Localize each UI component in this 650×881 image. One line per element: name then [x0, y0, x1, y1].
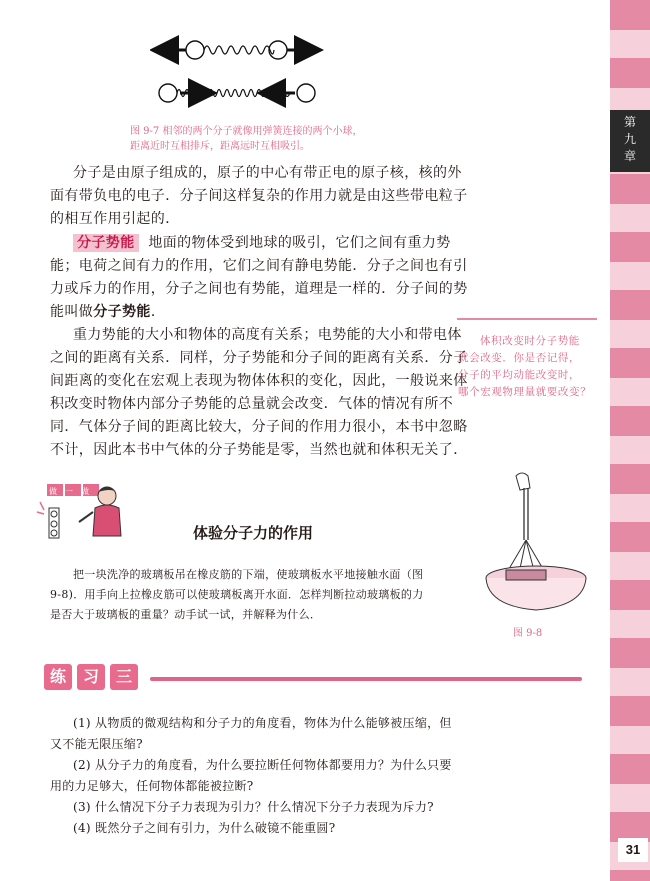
body-text: 重力势能的大小和物体的高度有关系；电势能的大小和带电体 [73, 327, 462, 343]
term-bold: 分子势能 [93, 304, 151, 320]
exercise-question: 又不能无限压缩? [50, 737, 143, 751]
experiment-text: 9-8)．用手向上拉橡皮筋可以使玻璃板离开水面．怎样判断拉动玻璃板的力 [50, 588, 424, 601]
spring [204, 46, 274, 54]
side-note-line: 分子的平均动能改变时， [458, 369, 581, 381]
experiment-title: 体验分子力的作用 [193, 524, 314, 542]
hand-icon [516, 473, 530, 490]
molecule-ball [269, 41, 287, 59]
body-text: 间距离的变化在宏观上表现为物体体积的变化，因此，一般说来体 [50, 373, 468, 389]
exercise-title-char: 习 [77, 664, 105, 690]
body-text: 能；电荷之间有力的作用，它们之间有静电势能．分子之间也有引 [50, 258, 468, 274]
molecule-ball [297, 84, 315, 102]
experiment-badge-text: 做一做 [49, 487, 97, 496]
chapter-tab-char: 九 [623, 132, 636, 146]
glass-plate [506, 570, 546, 580]
body-text-span: ． [150, 304, 166, 320]
molecule-ball [159, 84, 177, 102]
body-text: 面有带负电的电子．分子间这样复杂的作用力就是由这些带电粒子 [50, 188, 468, 204]
experiment-text: 把一块洗净的玻璃板吊在橡皮筋的下端，使玻璃板水平地接触水面（图 [73, 568, 424, 581]
figure-9-7-springs [150, 35, 325, 110]
exercise-question: (3) 什么情况下分子力表现为引力？什么情况下分子力表现为斥力? [73, 800, 434, 814]
keyword-highlight: 分子势能 [73, 234, 139, 252]
side-note-line: 就会改变．你是否记得， [458, 352, 581, 364]
body-text: 分子是由原子组成的，原子的中心有带正电的原子核，核的外 [73, 165, 462, 181]
body-text-span: 能叫做 [50, 304, 94, 320]
figure-9-8-caption: 图 9-8 [513, 628, 543, 639]
body-text-span: 地面的物体受到地球的吸引，它们之间有重力势 [148, 235, 451, 251]
exercise-rule [150, 677, 582, 681]
chapter-tab-char: 第 [623, 115, 636, 129]
figure-9-7-caption: 图 9-7 相邻的两个分子就像用弹簧连接的两个小球， [130, 126, 363, 137]
body-text: 积改变时物体内部分子势能的总量就会改变．气体的情况有所不 [50, 396, 454, 412]
chapter-tab [610, 110, 650, 172]
side-note [458, 333, 628, 401]
side-note-line: 体积改变时分子势能 [480, 335, 580, 347]
side-note-line: 哪个宏观物理量就要改变？ [458, 386, 592, 398]
body-text: 不计，因此本书中气体的分子势能是零，当然也就和体积无关了． [50, 442, 468, 458]
exercise-title-char: 三 [110, 664, 138, 690]
body-text: 的相互作用引起的． [50, 211, 180, 227]
apparatus [49, 508, 59, 538]
exercise-question: 用的力足够大，任何物体都能被拉断? [50, 779, 254, 793]
molecule-ball [186, 41, 204, 59]
body-text [73, 233, 451, 253]
chapter-tab-char: 章 [623, 149, 636, 163]
person-body [93, 505, 121, 536]
exercise-question: (4) 既然分子之间有引力，为什么破镜不能重圆? [73, 821, 336, 835]
experiment-text: 是否大于玻璃板的重量？动手试一试，并解释为什么． [50, 608, 322, 621]
figure-9-8-glass-plate-water [478, 470, 598, 620]
exercise-question: (2) 从分子力的角度看，为什么要拉断任何物体都要用力？为什么只要 [73, 758, 452, 772]
body-text: 同．气体分子间的距离比较大，分子间的作用力很小，本书中忽略 [50, 419, 468, 435]
body-text: 力或斥力的作用，分子之间也有势能，道理是一样的．分子间的势 [50, 281, 468, 297]
figure-9-7-caption: 距离近时互相排斥，距离远时互相吸引。 [130, 141, 310, 152]
body-text [50, 302, 165, 322]
body-text: 之间的距离有关系．同样，分子势能和分子间的距离有关系．分子 [50, 350, 468, 366]
exercise-title-char: 练 [44, 664, 72, 690]
page-number: 31 [618, 838, 648, 862]
side-note-rule [457, 318, 597, 320]
exercise-question: (1) 从物质的微观结构和分子力的角度看，物体为什么能够被压缩，但 [73, 716, 452, 730]
exercise-title [44, 664, 144, 694]
